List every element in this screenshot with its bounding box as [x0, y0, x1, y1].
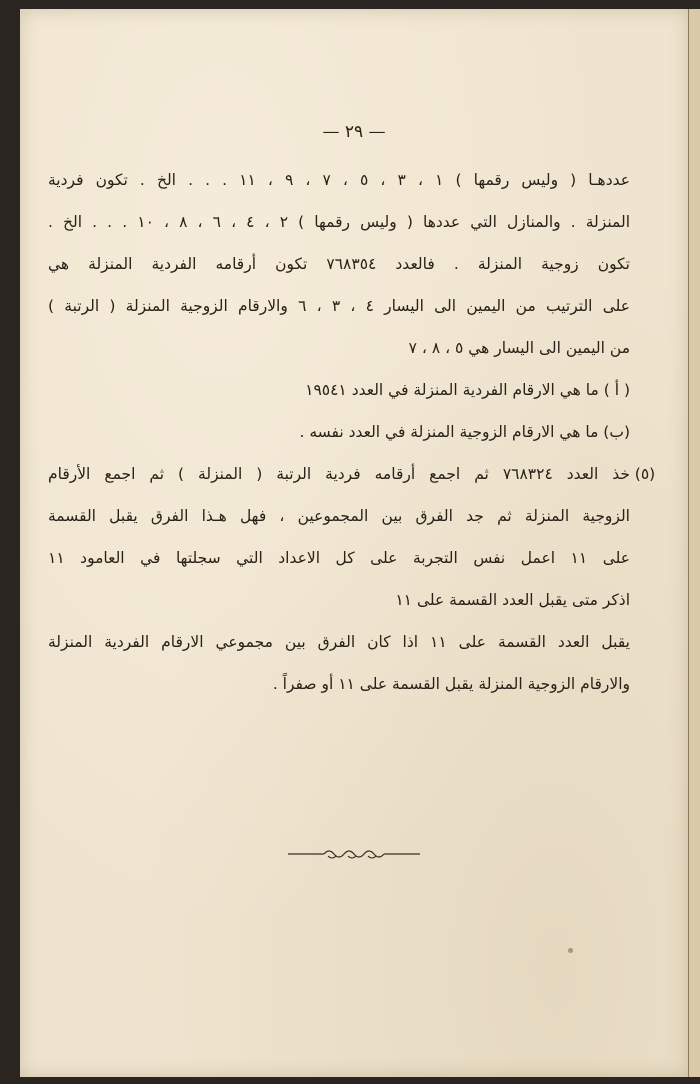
text-line-4: على الترتيب من اليمين الى اليسار ٤ ، ٣ ، ٦ والارقام الزوجية المنزلة ( الرتبة ) [48, 297, 630, 315]
decorative-divider-icon [288, 847, 420, 861]
adjacent-page-edge [688, 9, 700, 1077]
paper-speck [568, 948, 573, 953]
text-line-5: من اليمين الى اليسار هي ٥ ، ٨ ، ٧ [408, 339, 630, 357]
rule-line-1: يقبل العدد القسمة على ١١ اذا كان الفرق بين مجموعي الارقام الفردية المنزلة [48, 633, 630, 651]
question-5-line-4: اذكر متى يقبل العدد القسمة على ١١ [395, 591, 630, 609]
question-5-line-2: الزوجية المنزلة ثم جد الفرق بين المجموعين ، فهل هـذا الفرق يقبل القسمة [48, 507, 630, 525]
page-body-text [48, 159, 630, 705]
text-line-2: المنزلة . والمنازل التي عددها ( وليس رقمها ) ٢ ، ٤ ، ٦ ، ٨ ، ١٠ . . . الخ . [48, 213, 630, 231]
text-line-3: تكون زوجية المنزلة . فالعدد ٧٦٨٣٥٤ تكون أرقامه الفردية المنزلة هي [48, 255, 630, 273]
page-number: — ٢٩ — [322, 122, 386, 142]
sub-question-a: ( أ ) ما هي الارقام الفردية المنزلة في العدد ١٩٥٤١ [305, 381, 630, 399]
book-page [20, 9, 688, 1077]
text-line-1: عددهـا ( وليس رقمها ) ١ ، ٣ ، ٥ ، ٧ ، ٩ ، ١١ . . . الخ . تكون فردية [48, 171, 630, 189]
question-5-line-1: خذ العدد ٧٦٨٣٢٤ ثم اجمع أرقامه فردية الرتبة ( المنزلة ) ثم اجمع الأرقام [48, 465, 630, 483]
question-number-5: (٥) [634, 465, 656, 483]
rule-line-2: والارقام الزوجية المنزلة يقبل القسمة على ١١ أو صفراً . [272, 675, 630, 693]
question-5-line-3: على ١١ اعمل نفس التجربة على كل الاعداد التي سجلتها في العامود ١١ [48, 549, 630, 567]
sub-question-b: (ب) ما هي الارقام الزوجية المنزلة في العدد نفسه . [299, 423, 630, 441]
